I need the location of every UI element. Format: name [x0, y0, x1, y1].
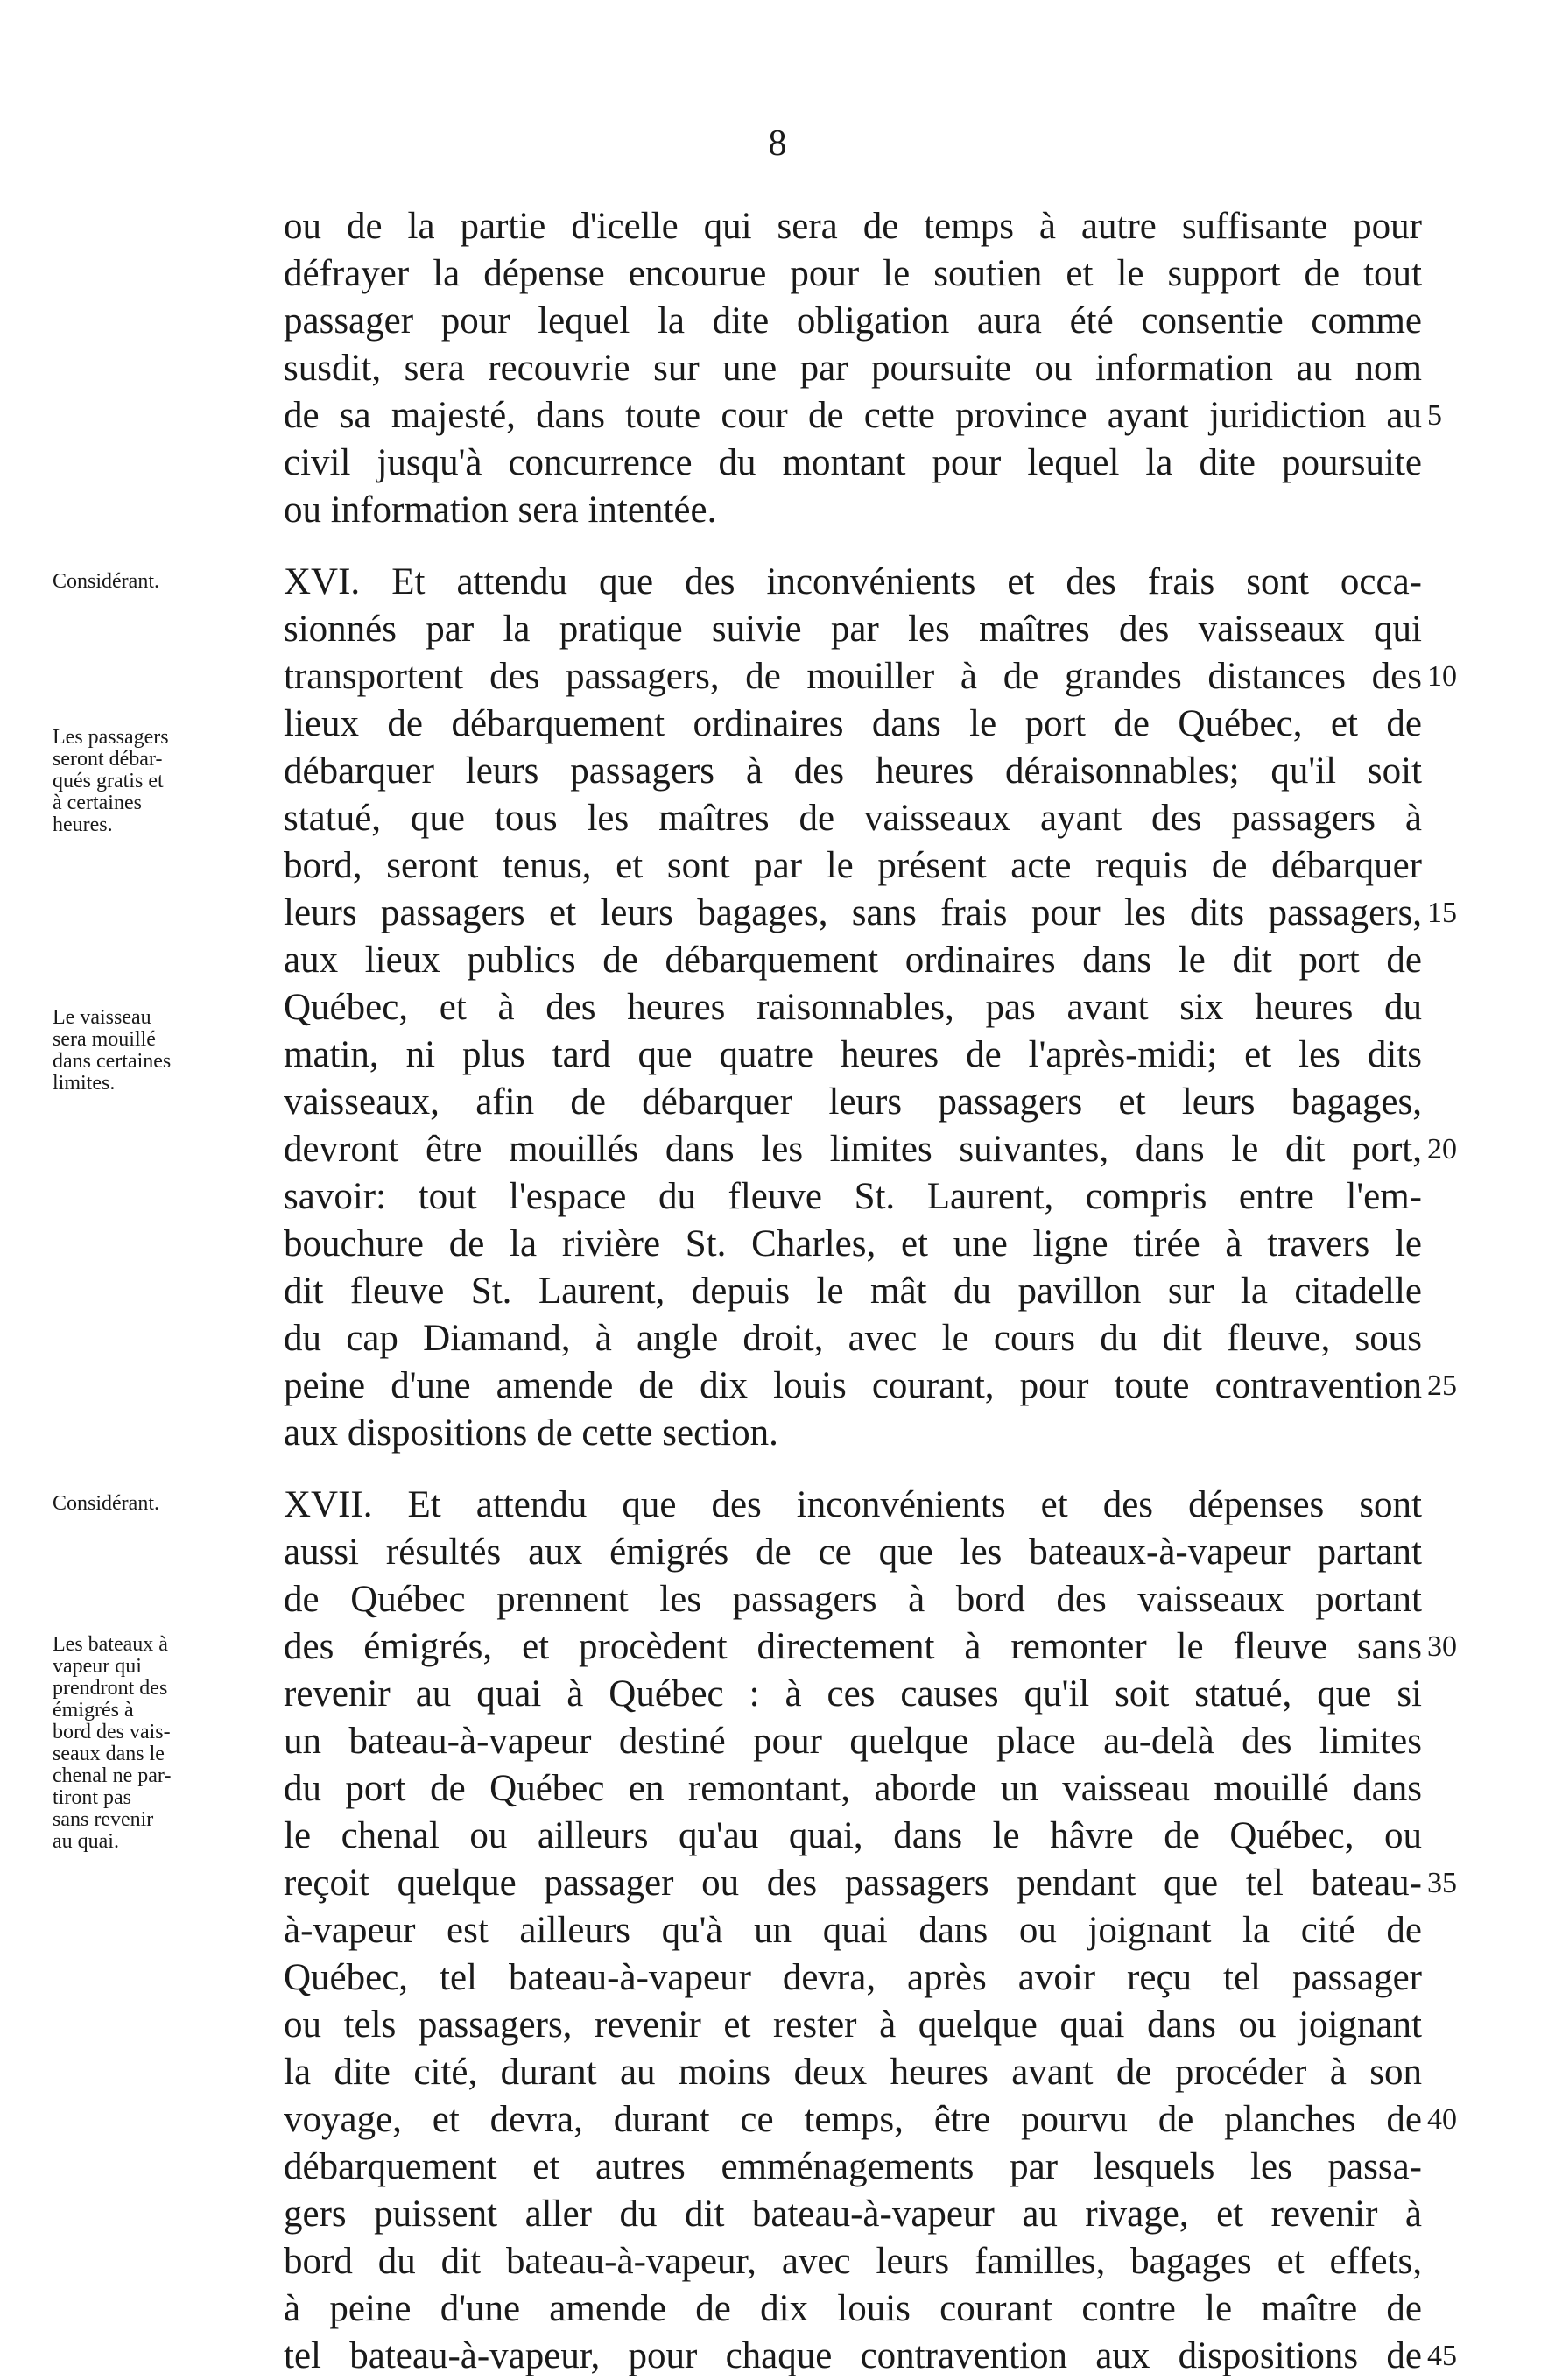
body-line: à peine d'une amende de dix louis courant contre le maître de	[284, 2288, 1422, 2329]
body-line: des émigrés, et procèdent directement à remonter le fleuve sans	[284, 1626, 1422, 1667]
body-line: peine d'une amende de dix louis courant, pour toute contravention	[284, 1365, 1422, 1406]
body-line: civil jusqu'à concurrence du montant pour lequel la dite poursuite	[284, 442, 1422, 483]
line-number: 5	[1427, 399, 1442, 432]
body-line: gers puissent aller du dit bateau-à-vapeur au rivage, et revenir à	[284, 2193, 1422, 2235]
body-line: le chenal ou ailleurs qu'au quai, dans le hâvre de Québec, ou	[284, 1815, 1422, 1856]
body-line: dit fleuve St. Laurent, depuis le mât du pavillon sur la citadelle	[284, 1271, 1422, 1312]
body-line: voyage, et devra, durant ce temps, être pourvu de planches de	[284, 2099, 1422, 2140]
body-line: devront être mouillés dans les limites suivantes, dans le dit port,	[284, 1129, 1422, 1170]
body-line: Québec, et à des heures raisonnables, pas avant six heures du	[284, 987, 1422, 1028]
body-line: statué, que tous les maîtres de vaisseaux ayant des passagers à	[284, 798, 1422, 839]
margin-note: Considérant.	[53, 570, 159, 593]
line-number: 45	[1427, 2340, 1457, 2372]
body-line: à-vapeur est ailleurs qu'à un quai dans ou joignant la cité de	[284, 1910, 1422, 1951]
body-line: bord, seront tenus, et sont par le présent acte requis de débarquer	[284, 845, 1422, 886]
body-line: transportent des passagers, de mouiller à de grandes distances des	[284, 656, 1422, 697]
body-line: XVII. Et attendu que des inconvénients et des dépenses sont	[284, 1484, 1422, 1525]
body-line: susdit, sera recouvrie sur une par poursuite ou information au nom	[284, 348, 1422, 389]
margin-note: Les bateaux à vapeur qui prendront des émigrés à bord des vais- seaux dans le chenal ne par- tiront pas sans revenir au quai.	[53, 1633, 172, 1853]
body-line: XVI. Et attendu que des inconvénients et des frais sont occa-	[284, 561, 1422, 602]
body-line: du port de Québec en remontant, aborde un vaisseau mouillé dans	[284, 1768, 1422, 1809]
margin-note: Le vaisseau sera mouillé dans certaines limites.	[53, 1006, 172, 1095]
body-line: passager pour lequel la dite obligation aura été consentie comme	[284, 300, 1422, 342]
line-number: 25	[1427, 1370, 1457, 1402]
body-line: aussi résultés aux émigrés de ce que les bateaux-à-vapeur partant	[284, 1532, 1422, 1573]
body-line: ou de la partie d'icelle qui sera de temps à autre suffisante pour	[284, 206, 1422, 247]
body-line: de Québec prennent les passagers à bord des vaisseaux portant	[284, 1579, 1422, 1620]
body-line: savoir: tout l'espace du fleuve St. Laurent, compris entre l'em-	[284, 1176, 1422, 1217]
body-line: aux lieux publics de débarquement ordinaires dans le dit port de	[284, 940, 1422, 981]
body-line: débarquer leurs passagers à des heures déraisonnables; qu'il soit	[284, 750, 1422, 792]
line-number: 40	[1427, 2103, 1457, 2136]
body-line: bord du dit bateau-à-vapeur, avec leurs familles, bagages et effets,	[284, 2241, 1422, 2282]
body-line: Québec, tel bateau-à-vapeur devra, après avoir reçu tel passager	[284, 1957, 1422, 1998]
line-number: 10	[1427, 660, 1457, 693]
margin-note: Les passagers seront débar- qués gratis et à certaines heures.	[53, 726, 169, 836]
line-number: 15	[1427, 897, 1457, 929]
body-line: un bateau-à-vapeur destiné pour quelque place au-delà des limites	[284, 1721, 1422, 1762]
body-line: de sa majesté, dans toute cour de cette province ayant juridiction au	[284, 395, 1422, 436]
body-line: ou tels passagers, revenir et rester à quelque quai dans ou joignant	[284, 2004, 1422, 2046]
line-number: 30	[1427, 1630, 1457, 1663]
body-line: matin, ni plus tard que quatre heures de l'après-midi; et les dits	[284, 1034, 1422, 1075]
body-line: vaisseaux, afin de débarquer leurs passagers et leurs bagages,	[284, 1081, 1422, 1123]
body-line: sionnés par la pratique suivie par les maîtres des vaisseaux qui	[284, 609, 1422, 650]
body-line: aux dispositions de cette section.	[284, 1412, 778, 1454]
body-line: la dite cité, durant au moins deux heures avant de procéder à son	[284, 2052, 1422, 2093]
line-number: 20	[1427, 1133, 1457, 1165]
body-line: lieux de débarquement ordinaires dans le port de Québec, et de	[284, 703, 1422, 744]
body-line: reçoit quelque passager ou des passagers pendant que tel bateau-	[284, 1862, 1422, 1904]
body-line: leurs passagers et leurs bagages, sans frais pour les dits passagers,	[284, 892, 1422, 933]
page-number: 8	[768, 123, 787, 164]
body-line: du cap Diamand, à angle droit, avec le cours du dit fleuve, sous	[284, 1318, 1422, 1359]
line-number: 35	[1427, 1867, 1457, 1899]
body-line: débarquement et autres emménagements par lesquels les passa-	[284, 2146, 1422, 2187]
body-line: ou information sera intentée.	[284, 489, 717, 531]
body-line: tel bateau-à-vapeur, pour chaque contravention aux dispositions de	[284, 2335, 1422, 2376]
body-line: bouchure de la rivière St. Charles, et une ligne tirée à travers le	[284, 1223, 1422, 1264]
margin-note: Considérant.	[53, 1492, 159, 1515]
body-line: défrayer la dépense encourue pour le soutien et le support de tout	[284, 253, 1422, 294]
body-line: revenir au quai à Québec : à ces causes qu'il soit statué, que si	[284, 1673, 1422, 1715]
